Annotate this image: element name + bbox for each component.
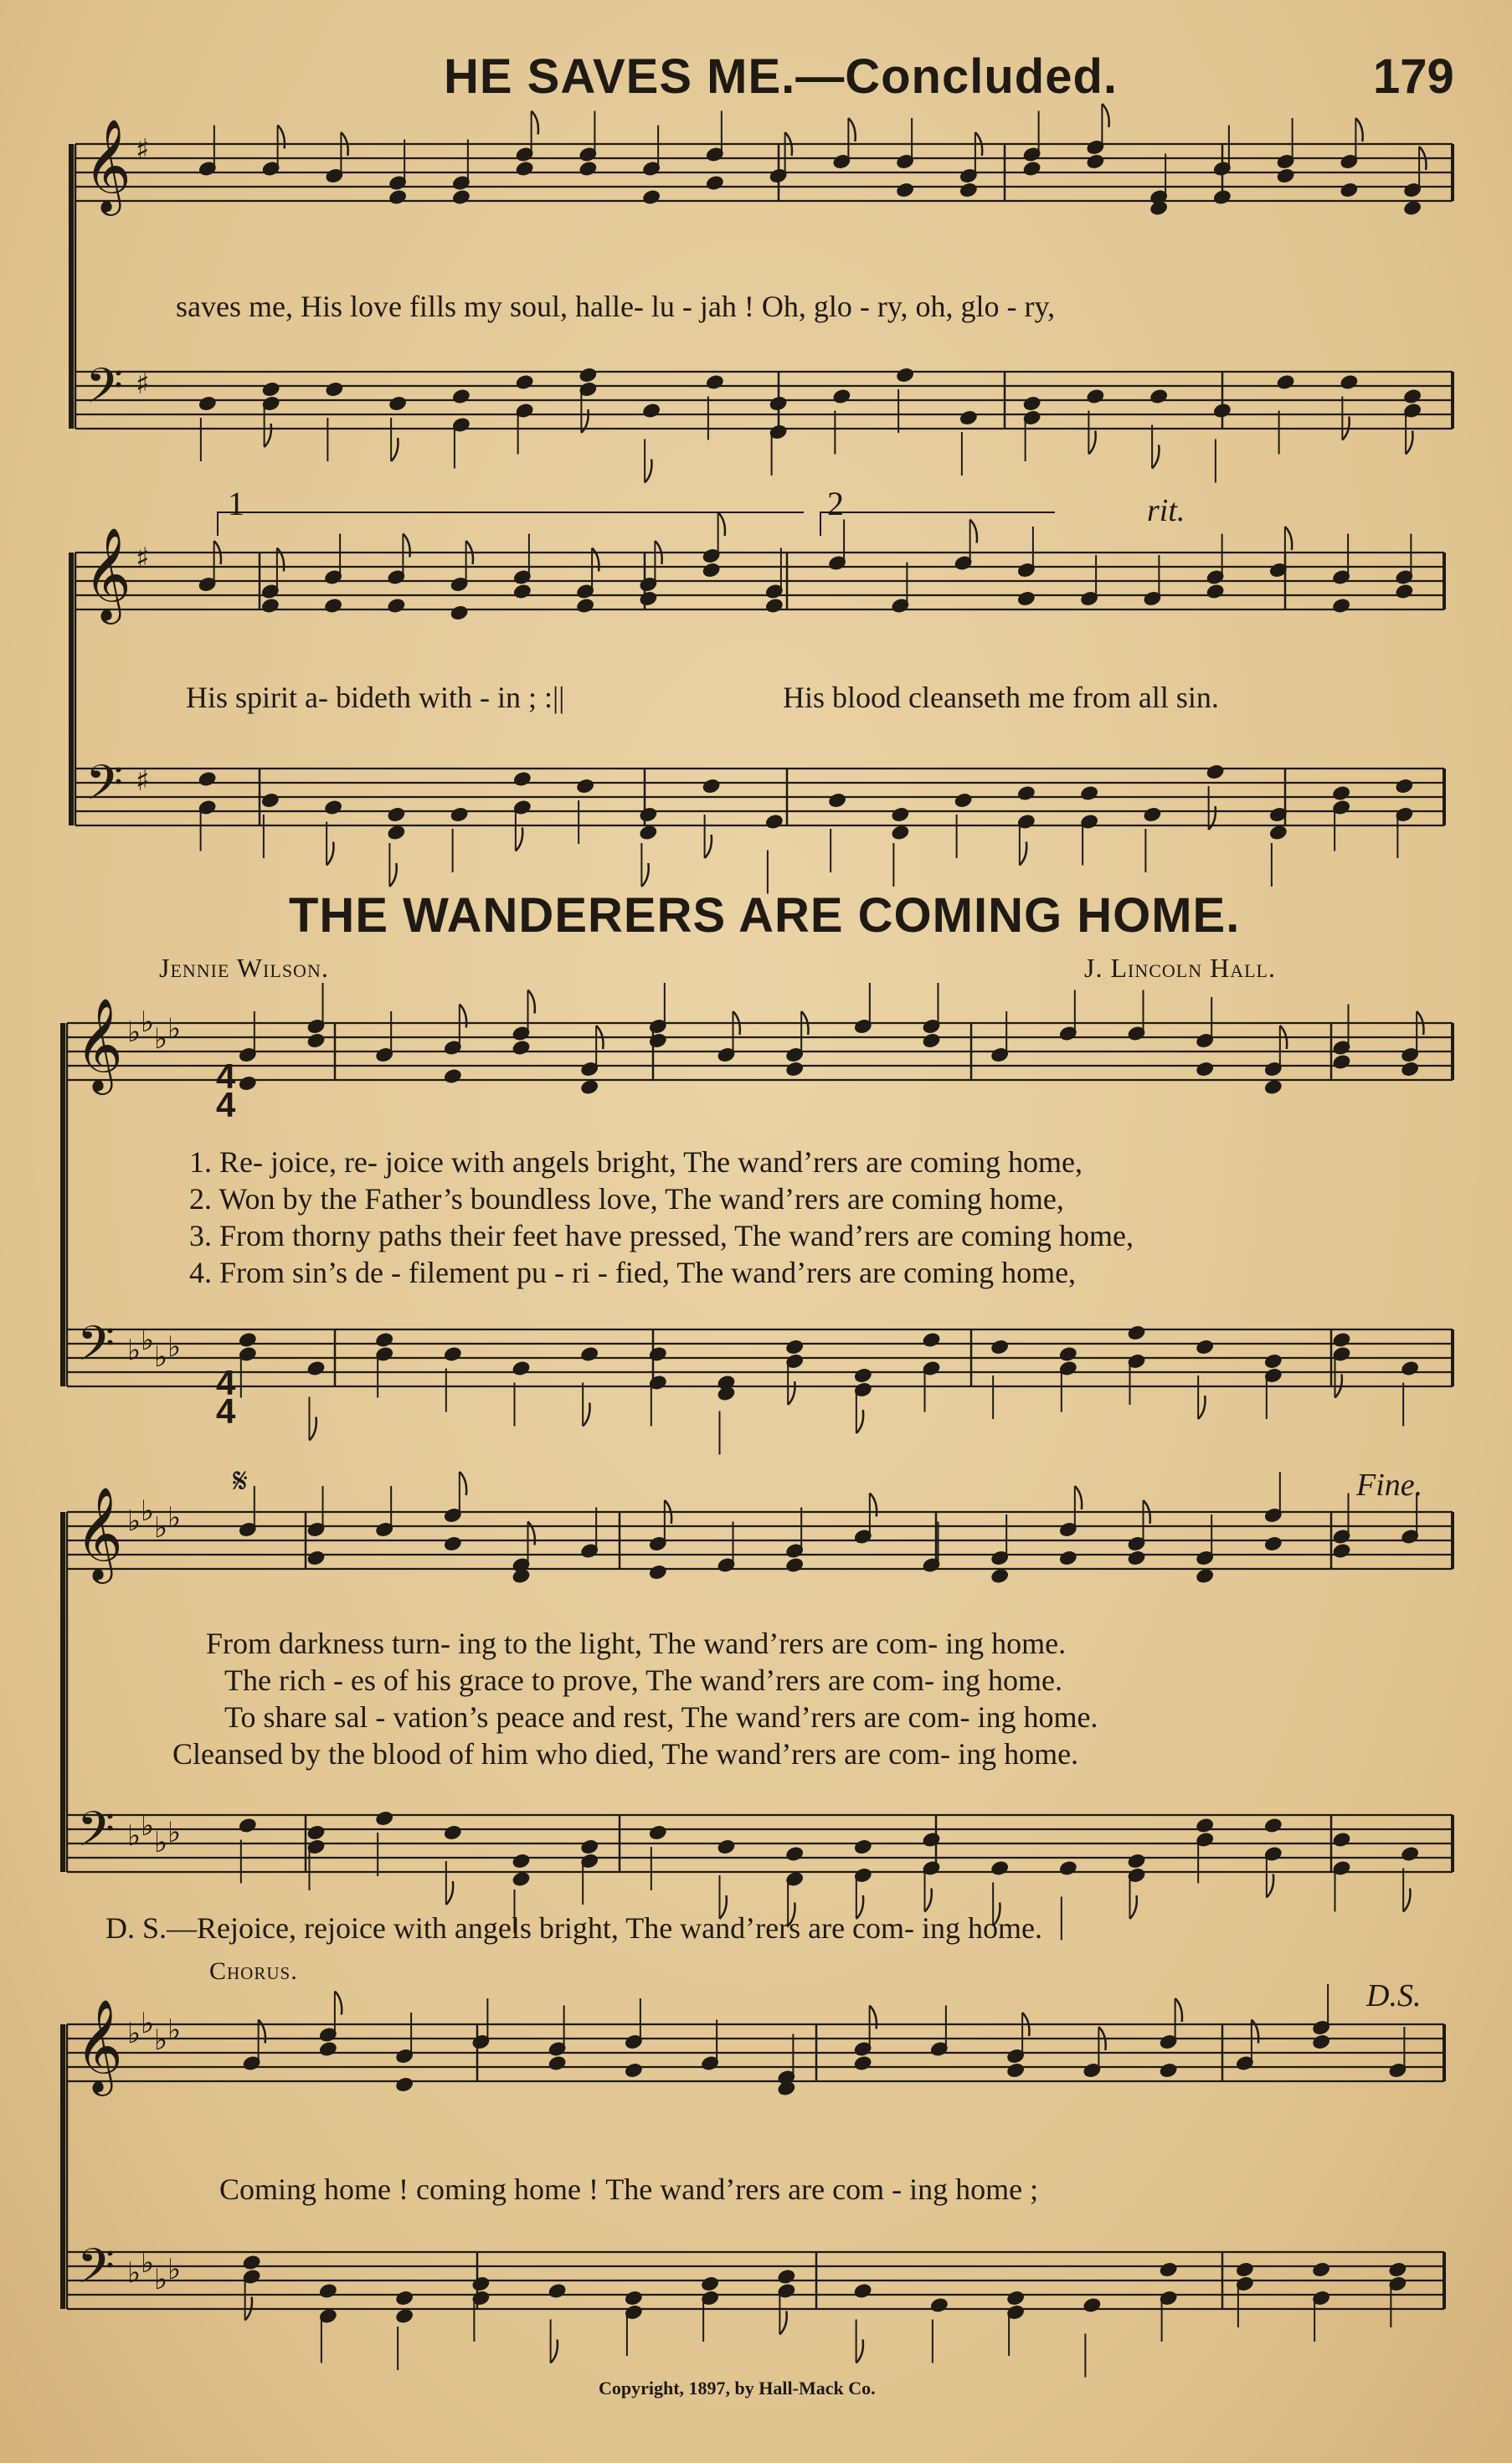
note-head (548, 2283, 566, 2298)
ritardando-mark: rit. (1147, 493, 1185, 528)
note-head (198, 396, 216, 411)
note-head (765, 598, 783, 613)
treble-clef-icon: 𝄞 (84, 118, 131, 212)
sharp-icon: ♯ (136, 368, 150, 401)
note-flag (856, 1410, 863, 1433)
note-head (923, 1832, 940, 1847)
note-head (1006, 2063, 1024, 2078)
note-flag (460, 1472, 466, 1495)
copyright-notice: Copyright, 1897, by Hall-Mack Co. (599, 2378, 876, 2399)
note-flag (970, 520, 977, 543)
note-flag (265, 424, 271, 447)
note-head (239, 1332, 256, 1347)
time-signature-top: 4 (216, 1057, 236, 1096)
note-head (896, 368, 913, 383)
note-head (896, 183, 913, 198)
note-head (833, 388, 851, 404)
note-head (923, 1332, 940, 1347)
flat-icon: ♭ (167, 1330, 182, 1364)
note-head (1160, 2262, 1177, 2277)
note-head (1080, 785, 1098, 800)
note-head (1389, 2262, 1407, 2277)
time-signature-top: 4 (216, 1363, 236, 1402)
note-flag (1403, 1889, 1410, 1912)
note-flag (460, 1005, 466, 1028)
note-head (854, 2283, 872, 2298)
note-head (640, 807, 657, 822)
note-head (706, 374, 723, 389)
note-head (1083, 2297, 1101, 2312)
treble-clef-icon: 𝄞 (75, 1486, 123, 1580)
flat-icon: ♭ (167, 2253, 182, 2286)
note-head (579, 161, 597, 176)
note-flag (1355, 118, 1362, 141)
note-head (954, 793, 972, 808)
note-head (516, 374, 533, 389)
note-head (1401, 1846, 1418, 1861)
note-head (444, 1346, 461, 1361)
note-head (307, 1825, 325, 1840)
treble-clef-icon: 𝄞 (84, 527, 131, 620)
note-head (1332, 598, 1350, 613)
flat-icon: ♭ (127, 1504, 141, 1538)
bass-clef-icon: 𝄢 (77, 1801, 116, 1869)
note-flag (1020, 842, 1026, 866)
note-flag (1088, 431, 1095, 455)
note-head (576, 598, 594, 613)
flat-icon: ♭ (141, 1809, 155, 1843)
note-head (1196, 1568, 1213, 1583)
note-head (239, 1818, 256, 1833)
note-head (1396, 779, 1413, 794)
note-head (1023, 161, 1041, 176)
ending-1-label: 1 (228, 485, 244, 522)
note-flag (446, 1881, 453, 1905)
second-ending-bracket (820, 512, 1055, 536)
note-head (1236, 2262, 1253, 2277)
note-flag (528, 990, 535, 1014)
flat-icon: ♭ (154, 2263, 168, 2296)
note-flag (1175, 1998, 1182, 2022)
note-flag (583, 1403, 589, 1427)
note-flag (856, 2340, 863, 2363)
system-brace (60, 1023, 65, 1386)
note-flag (1267, 1874, 1273, 1898)
note-head (1333, 1543, 1350, 1558)
note-head (785, 1339, 803, 1355)
note-head (1128, 1550, 1145, 1566)
note-head (854, 1839, 872, 1854)
bass-clef-icon: 𝄢 (77, 2238, 116, 2306)
note-head (1264, 1354, 1282, 1369)
note-flag (277, 548, 284, 572)
note-head (1213, 403, 1231, 418)
note-head (769, 396, 787, 411)
note-head (307, 1550, 325, 1566)
note-head (512, 1040, 530, 1055)
note-head (548, 2055, 566, 2070)
dal-segno-line: D. S.—Rejoice, rejoice with angels bright, The wand’rers are com- ing home. (105, 1911, 1043, 1945)
note-head (1401, 1062, 1418, 1077)
note-head (1196, 1818, 1213, 1833)
note-head (472, 2276, 490, 2291)
note-head (1059, 1860, 1077, 1875)
flat-icon: ♭ (167, 1501, 182, 1535)
note-flag (1102, 104, 1108, 127)
note-head (892, 807, 909, 822)
flat-icon: ♭ (141, 2246, 155, 2280)
flat-icon: ♭ (167, 1816, 182, 1849)
note-head (1206, 584, 1224, 599)
note-head (324, 598, 342, 613)
note-head (1196, 1339, 1213, 1355)
note-head (1403, 200, 1421, 215)
verse-line: 2. Won by the Father’s boundless love, The wand’rers are coming home, (189, 1182, 1064, 1216)
note-head (717, 1386, 735, 1401)
note-flag (403, 534, 409, 558)
note-head (388, 396, 406, 411)
note-head (444, 1825, 461, 1840)
note-head (892, 825, 909, 840)
note-head (649, 1565, 666, 1580)
note-head (388, 598, 405, 613)
note-head (375, 1332, 393, 1347)
note-head (450, 605, 468, 620)
note-head (1333, 1332, 1350, 1347)
flat-icon: ♭ (127, 1016, 141, 1049)
treble-clef-icon: 𝄞 (75, 997, 123, 1091)
system-brace (60, 2024, 65, 2309)
note-flag (641, 863, 648, 887)
note-head (395, 2308, 413, 2323)
note-head (512, 1360, 530, 1375)
note-head (243, 2255, 260, 2270)
note-head (959, 183, 977, 198)
ending-2-label: 2 (827, 485, 844, 522)
note-head (326, 382, 343, 397)
note-head (580, 1079, 598, 1094)
note-head (444, 1068, 461, 1083)
note-head (1264, 1818, 1282, 1833)
note-flag (705, 835, 712, 858)
note-head (990, 1568, 1008, 1583)
verse-line: From darkness turn- ing to the light, The wand’rers are com- ing home. (206, 1627, 1067, 1660)
note-flag (516, 828, 522, 851)
note-flag (718, 512, 725, 536)
lyric-line: saves me, His love fills my soul, halle- lu - jah ! Oh, glo - ry, oh, glo - ry, (176, 290, 1056, 323)
note-head (198, 771, 216, 786)
lyricist-credit: Jennie Wilson. (159, 953, 329, 983)
note-head (324, 800, 342, 815)
note-head (640, 591, 657, 606)
bass-clef-icon: 𝄢 (77, 1315, 116, 1384)
flat-icon: ♭ (154, 1826, 168, 1859)
note-head (512, 1871, 530, 1886)
song-title: THE WANDERERS ARE COMING HOME. (289, 888, 1241, 943)
note-head (702, 779, 720, 794)
note-flag (327, 842, 333, 866)
note-flag (870, 2006, 877, 2029)
note-head (1160, 2063, 1177, 2078)
note-head (1196, 1062, 1213, 1077)
note-head (1277, 374, 1294, 389)
note-head (1023, 396, 1041, 411)
note-head (513, 771, 531, 786)
time-signature-bottom: 4 (216, 1085, 236, 1124)
note-head (452, 189, 470, 204)
lyric-line: His blood cleanseth me from all sin. (783, 681, 1219, 714)
note-head (1333, 1832, 1350, 1847)
note-head (319, 2041, 337, 2056)
flat-icon: ♭ (127, 2017, 141, 2050)
note-flag (1075, 1486, 1082, 1509)
note-head (640, 825, 657, 840)
note-head (1149, 200, 1167, 215)
note-head (1006, 2291, 1024, 2306)
note-head (1312, 2262, 1329, 2277)
note-flag (278, 126, 285, 149)
chorus-lyric: Coming home ! coming home ! The wand’rers are com - ing home ; (219, 2172, 1039, 2206)
note-flag (389, 863, 396, 887)
note-head (262, 382, 280, 397)
note-head (1403, 388, 1421, 404)
note-head (395, 2077, 413, 2092)
note-flag (592, 548, 599, 572)
note-flag (1252, 2020, 1258, 2044)
verse-line: 4. From sin’s de - filement pu - ri - fied, The wand’rers are coming home, (189, 1256, 1077, 1289)
note-head (1333, 1054, 1350, 1069)
note-head (1264, 1079, 1282, 1094)
note-head (701, 2276, 718, 2291)
sharp-icon: ♯ (136, 133, 150, 167)
flat-icon: ♭ (167, 2013, 182, 2047)
note-head (625, 2291, 642, 2306)
bass-clef-icon: 𝄢 (85, 754, 124, 823)
note-head (388, 807, 405, 822)
note-head (625, 2063, 642, 2078)
note-head (513, 584, 531, 599)
chorus-label: Chorus. (209, 1957, 298, 1985)
note-head (580, 1346, 598, 1361)
dal-segno-mark: D.S. (1366, 1978, 1422, 2013)
note-head (307, 1360, 325, 1375)
note-head (717, 1839, 735, 1854)
note-head (452, 388, 470, 404)
note-head (307, 1033, 325, 1048)
verse-line: 1. Re- joice, re- joice with angels bright, The wand’rers are coming home, (189, 1145, 1083, 1179)
flat-icon: ♭ (141, 2007, 155, 2040)
note-head (1144, 807, 1161, 822)
note-flag (528, 1522, 535, 1545)
system-brace (69, 144, 74, 429)
verse-line: Cleansed by the blood of him who died, The wand’rers are com- ing home. (172, 1737, 1079, 1771)
note-head (512, 1568, 530, 1583)
system-brace (60, 1512, 65, 1872)
first-ending-bracket (218, 512, 804, 536)
note-head (778, 2269, 795, 2284)
note-flag (391, 438, 398, 461)
note-head (642, 403, 660, 418)
note-head (778, 2080, 795, 2095)
note-head (785, 1062, 803, 1077)
note-head (706, 175, 723, 190)
flat-icon: ♭ (127, 1819, 141, 1853)
note-head (1396, 584, 1413, 599)
note-head (649, 1825, 666, 1840)
note-head (649, 1033, 666, 1048)
note-head (785, 1846, 803, 1861)
note-flag (335, 1992, 342, 2015)
verse-line: The rich - es of his grace to prove, The wand’rers are com- ing home. (224, 1663, 1062, 1697)
note-flag (779, 2311, 786, 2335)
note-head (854, 2055, 872, 2070)
page-number: 179 (1373, 49, 1454, 104)
note-flag (1152, 445, 1159, 469)
note-head (1087, 154, 1104, 169)
note-flag (645, 460, 651, 483)
flat-icon: ♭ (141, 1494, 155, 1528)
flat-icon: ♭ (167, 1012, 182, 1046)
note-flag (870, 1494, 877, 1517)
note-head (1332, 785, 1350, 800)
verse-line: 3. From thorny paths their feet have pressed, The wand’rers are coming home, (189, 1219, 1134, 1252)
note-head (854, 1368, 872, 1383)
note-head (785, 1557, 803, 1572)
note-flag (532, 111, 538, 135)
note-head (930, 2297, 948, 2312)
note-head (1128, 1854, 1145, 1869)
note-head (1149, 388, 1167, 404)
bass-clef-icon: 𝄢 (85, 357, 124, 426)
note-head (579, 368, 597, 383)
note-head (642, 189, 660, 204)
sharp-icon: ♯ (136, 542, 150, 575)
note-head (1059, 1346, 1077, 1361)
note-head (319, 2283, 337, 2298)
note-flag (1285, 527, 1292, 550)
note-head (1264, 1536, 1282, 1551)
time-signature-bottom: 4 (216, 1391, 236, 1431)
note-head (261, 793, 279, 808)
note-head (765, 814, 783, 829)
note-head (702, 563, 720, 578)
note-head (1340, 183, 1358, 198)
segno-mark: 𝄋 (233, 1463, 249, 1501)
note-head (1128, 1325, 1145, 1340)
flat-icon: ♭ (141, 1005, 155, 1039)
note-flag (310, 1417, 316, 1441)
note-head (990, 1339, 1008, 1355)
note-head (580, 1839, 598, 1854)
flat-icon: ♭ (154, 1022, 168, 1056)
note-head (1269, 825, 1287, 840)
note-head (395, 2291, 413, 2306)
note-head (1213, 189, 1231, 204)
note-flag (848, 118, 855, 141)
note-flag (259, 2020, 265, 2044)
note-flag (925, 1889, 932, 1912)
flat-icon: ♭ (127, 2256, 141, 2290)
flat-icon: ♭ (127, 1334, 141, 1367)
note-head (450, 807, 468, 822)
flat-icon: ♭ (154, 1340, 168, 1374)
note-flag (788, 1381, 795, 1405)
composer-credit: J. Lincoln Hall. (1084, 953, 1276, 983)
note-head (261, 598, 279, 613)
song-title-continued: HE SAVES ME.—Concluded. (444, 49, 1119, 104)
flat-icon: ♭ (154, 1511, 168, 1545)
note-head (516, 161, 533, 176)
note-head (1017, 785, 1035, 800)
system-brace (69, 553, 74, 825)
note-head (1340, 374, 1358, 389)
note-head (375, 1811, 393, 1826)
note-head (1277, 168, 1294, 183)
note-head (1312, 2034, 1329, 2049)
note-head (1087, 388, 1104, 404)
flat-icon: ♭ (154, 2023, 168, 2057)
note-head (649, 1346, 666, 1361)
note-head (444, 1536, 461, 1551)
note-head (923, 1033, 940, 1048)
verse-line: To share sal - vation’s peace and rest, The wand’rers are com- ing home. (224, 1700, 1098, 1734)
lyric-line: His spirit a- bideth with - in ; :|| (186, 681, 565, 714)
note-flag (1130, 1895, 1137, 1919)
note-flag (551, 2340, 558, 2363)
note-head (959, 410, 977, 425)
note-flag (1406, 431, 1412, 455)
flat-icon: ♭ (141, 1324, 155, 1357)
note-head (388, 189, 406, 204)
note-head (1059, 1550, 1077, 1566)
note-head (990, 1860, 1008, 1875)
note-flag (1198, 1396, 1205, 1419)
treble-clef-icon: 𝄞 (75, 1998, 123, 2092)
fine-mark: Fine. (1356, 1468, 1423, 1503)
note-head (828, 793, 846, 808)
note-head (512, 1854, 530, 1869)
note-head (1401, 1360, 1418, 1375)
note-head (1206, 764, 1224, 779)
note-head (388, 825, 405, 840)
note-head (576, 779, 594, 794)
sharp-icon: ♯ (136, 764, 150, 798)
note-head (239, 1076, 256, 1091)
note-head (1017, 591, 1035, 606)
